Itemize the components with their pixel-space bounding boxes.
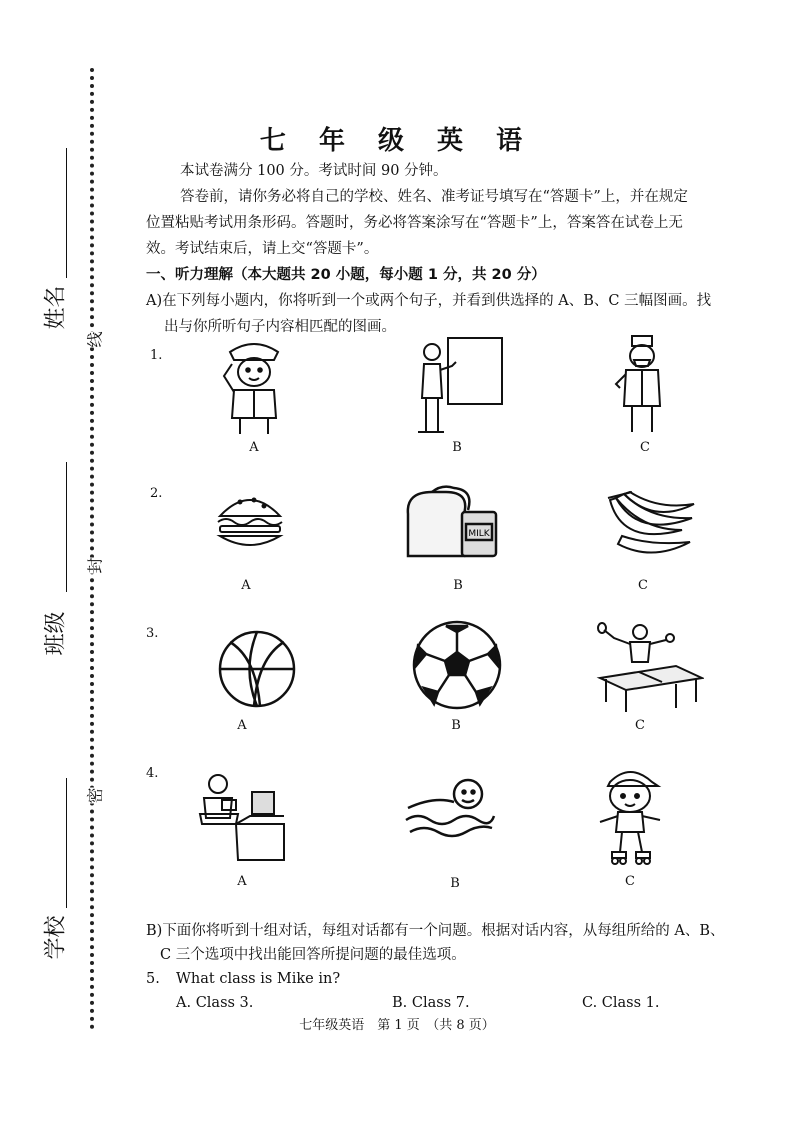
seal-char-line: 线 bbox=[81, 331, 108, 347]
bread-and-milk-icon bbox=[402, 484, 502, 560]
soccer-ball-icon bbox=[410, 618, 504, 712]
police-officer-icon bbox=[216, 336, 292, 436]
instruction-line-4: 效。考试结束后，请上交“答题卡”。 bbox=[146, 241, 379, 257]
question-text: What class is Mike in? bbox=[176, 971, 341, 987]
option-label: A bbox=[237, 874, 247, 889]
option-label: B bbox=[450, 876, 460, 891]
question-number: 5. bbox=[146, 971, 160, 987]
option-label: A bbox=[241, 578, 251, 593]
question-number: 2. bbox=[150, 486, 163, 501]
option-label: C bbox=[635, 718, 645, 733]
reading-at-desk-icon bbox=[196, 770, 286, 862]
teacher-icon bbox=[414, 334, 504, 438]
page-title: 七 年 级 英 语 bbox=[259, 126, 535, 156]
option-label: C bbox=[638, 578, 648, 593]
option-label: A bbox=[249, 440, 259, 455]
option-label: A bbox=[237, 718, 247, 733]
instruction-line-3: 位置粘贴考试用条形码。答题时，务必将答案涂写在“答题卡”上，答案答在试卷上无 bbox=[146, 215, 683, 231]
name-label: 姓名 bbox=[43, 285, 69, 330]
name-underline bbox=[66, 148, 67, 278]
question-number: 3. bbox=[146, 626, 159, 641]
option-label: C bbox=[640, 440, 650, 455]
table-tennis-icon bbox=[596, 622, 704, 714]
seal-char-seal: 封 bbox=[81, 557, 108, 573]
instruction-line-1: 本试卷满分 100 分。考试时间 90 分钟。 bbox=[180, 163, 448, 179]
instruction-line-2: 答卷前，请你务必将自己的学校、姓名、准考证号填写在“答题卡”上，并在规定 bbox=[180, 189, 688, 205]
option-label: B bbox=[451, 718, 461, 733]
answer-option-a: A. Class 3. bbox=[176, 995, 254, 1011]
question-number: 4. bbox=[146, 766, 159, 781]
part-a-instruction-1: A)在下列每小题内，你将听到一个或两个句子，并看到供选择的 A、B、C 三幅图画。找 bbox=[146, 293, 712, 309]
doctor-icon bbox=[612, 334, 672, 436]
school-label: 学校 bbox=[43, 915, 69, 960]
basketball-icon bbox=[216, 628, 298, 710]
roller-skater-icon bbox=[596, 764, 666, 866]
binding-dotted-line bbox=[90, 68, 94, 1030]
school-underline bbox=[66, 778, 67, 908]
answer-option-b: B. Class 7. bbox=[392, 995, 470, 1011]
option-label: C bbox=[625, 874, 635, 889]
seal-char-secret: 密 bbox=[81, 787, 108, 803]
section-heading: 一、听力理解（本大题共 20 小题，每小题 1 分，共 20 分） bbox=[146, 267, 546, 283]
part-b-instruction-2: C 三个选项中找出能回答所提问题的最佳选项。 bbox=[160, 947, 466, 963]
part-a-instruction-2: 出与你所听句子内容相匹配的图画。 bbox=[164, 319, 396, 335]
part-b-instruction-1: B)下面你将听到十组对话，每组对话都有一个问题。根据对话内容，从每组所给的 A、B、 bbox=[146, 923, 725, 939]
class-label: 班级 bbox=[43, 611, 69, 656]
swimmer-icon bbox=[404, 776, 496, 840]
question-number: 1. bbox=[150, 348, 163, 363]
svg-text:MILK: MILK bbox=[468, 529, 490, 539]
page-footer: 七年级英语 第 1 页 （共 8 页） bbox=[299, 1018, 495, 1033]
bananas-icon bbox=[602, 490, 698, 560]
answer-option-c: C. Class 1. bbox=[582, 995, 660, 1011]
option-label: B bbox=[453, 578, 463, 593]
hamburger-icon bbox=[214, 488, 286, 552]
option-label: B bbox=[452, 440, 462, 455]
class-underline bbox=[66, 462, 67, 592]
